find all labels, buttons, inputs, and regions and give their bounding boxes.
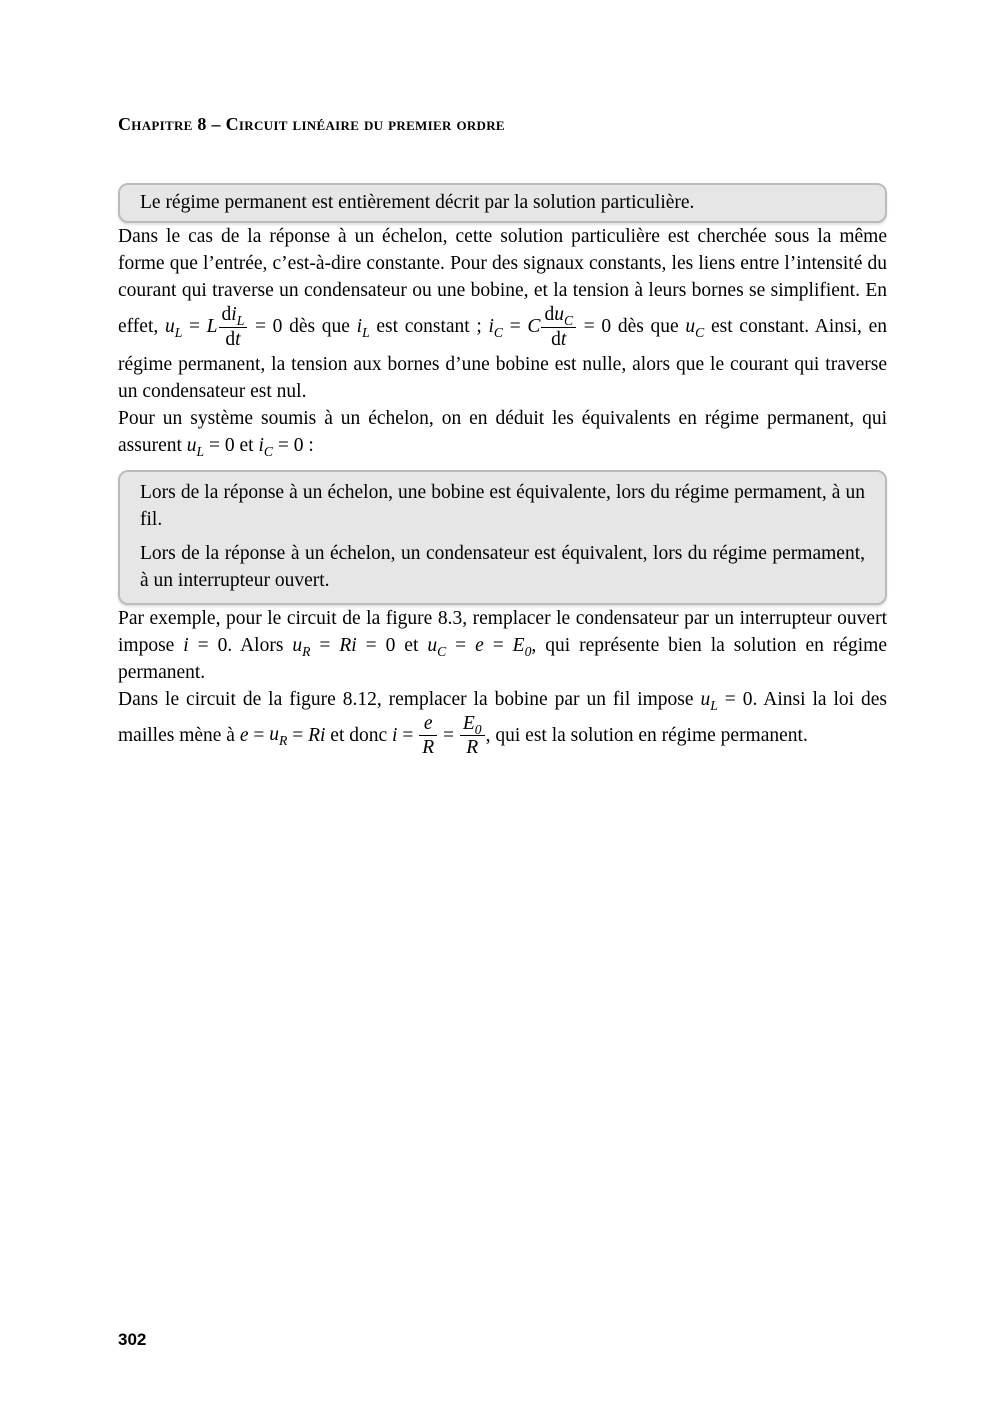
highlight-box-regime-permanent	[118, 183, 887, 223]
highlight-box-2-paragraph-2: Lors de la réponse à un échelon, un condensateur est équivalent, lors du régime permament, à un interrupteur ouvert.	[140, 542, 865, 591]
page-number: 302	[118, 1330, 147, 1349]
paragraph-1: Dans le cas de la réponse à un échelon, cette solution particulière est cherchée sous la même forme que l’entrée, c’est-à-dire constante. Pour des signaux constants, les liens entre l’intensité du courant qui traverse un condensateur ou une bobine, et la tension à leurs bornes se simplifient. En effet, $u_L = L$ $\frac{di_L}{dt}$ = 0 dès que $i_L$ est constant ; $i_C = C$ $\frac{du_C}{dt}$ = 0 dès que $u_C$ est constant. Ainsi, en régime permanent, la tension aux bornes d’une bobine est nulle, alors que le courant qui traverse un condensateur est nul.	[118, 226, 888, 402]
highlight-box-equivalents	[118, 470, 887, 605]
paragraph-2: Pour un système soumis à un échelon, on en déduit les équivalents en régime permanent, qui assurent $u_L = 0$ et $i_C = 0$ :	[118, 407, 887, 459]
paragraph-4: Dans le circuit de la figure 8.12, remplacer la bobine par un fil impose $u_L = 0$. Ainsi la loi des mailles mène à $e = u_R = Ri$ et donc i = $\frac{e}{R}$ = $\frac{E_0}{R}$ , qui est la solution en régime permanent.	[118, 688, 887, 759]
paragraph-3: Par exemple, pour le circuit de la figure 8.3, remplacer le condensateur par un interrupteur ouvert impose i = 0. Alors $u_R = Ri = 0$ et $u_C = e = E_0$, qui représente bien la solution en régime permanent.	[118, 607, 887, 683]
highlight-box-2-paragraph-1: Lors de la réponse à un échelon, une bobine est équivalente, lors du régime permament, à un fil.	[140, 481, 865, 530]
highlight-box-1-text: Le régime permanent est entièrement décrit par la solution particulière.	[140, 192, 695, 213]
page-content	[118, 183, 887, 759]
chapter-header: Chapitre 8 – Circuit linéaire du premier ordre	[118, 114, 505, 134]
